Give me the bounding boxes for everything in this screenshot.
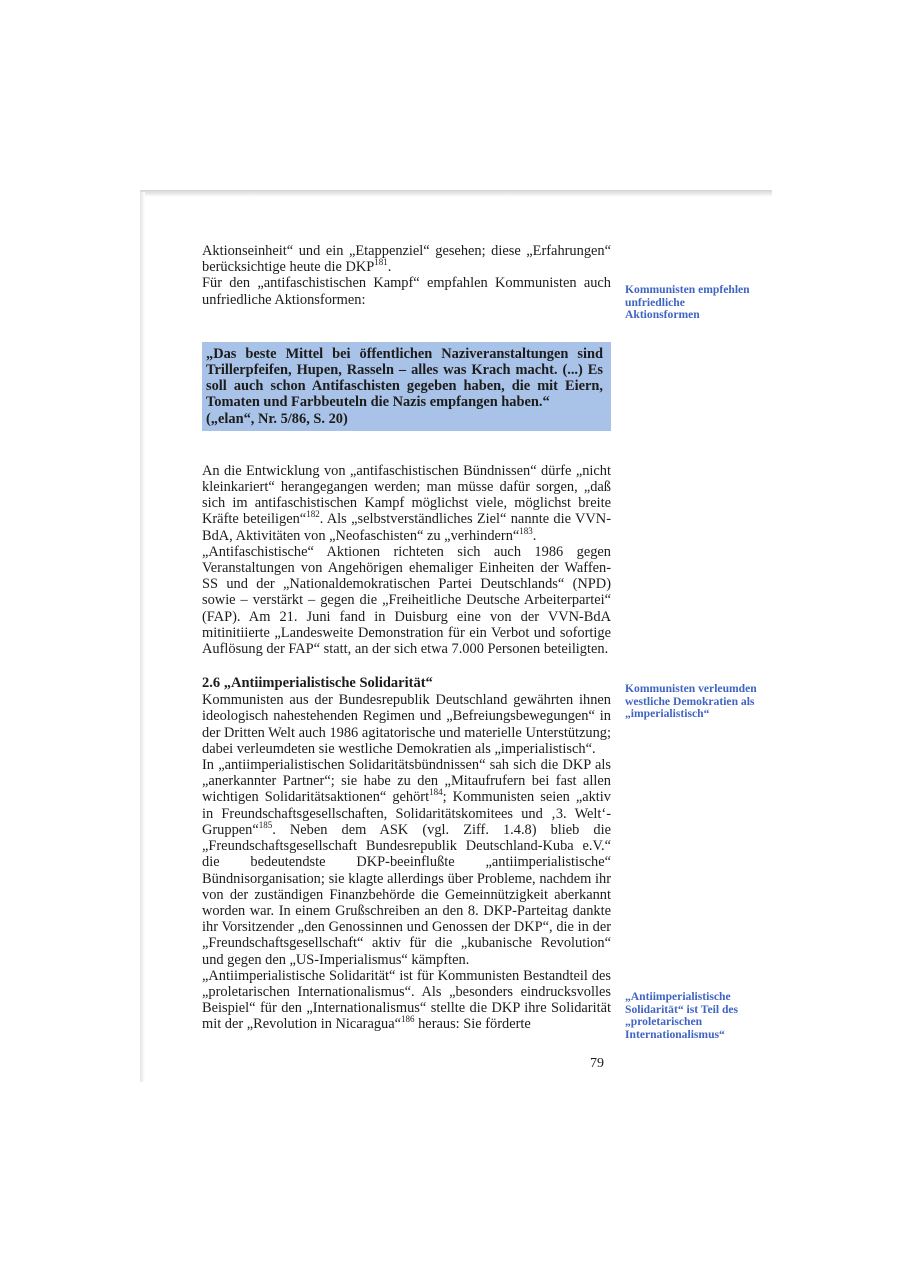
paragraph-text: „Antiimperialistische Solidarität“ ist für Kommunisten Bestandteil des „proletarischen Internationalismus“. Als „besonders eindrucksvolles Beispiel“ für den „Internationalismus“ stellte die DKP ihre Solidarität mit der „Revolution in Nicaragua“	[202, 967, 611, 1033]
page-number: 79	[590, 1056, 604, 1071]
paragraph: Kommunisten aus der Bundesrepublik Deutschland gewährten ihnen ideologisch nahestehenden Regimen und „Befreiungsbewegungen“ in der Dritten Welt auch 1986 agitatorische und materielle Unterstützung; dabei verleumdeten sie westliche Demokratien als „imperialistisch“.	[202, 692, 611, 757]
paragraph-text: In „antiimperialistischen Solidaritätsbündnissen“ sah sich die DKP als „anerkannter Partner“; sie habe zu den „Mitaufrufern bei fast allen wichtigen Solidaritätsaktionen“ gehört	[202, 757, 611, 806]
footnote-marker: 185	[258, 820, 273, 831]
scan-edge-top	[140, 190, 772, 197]
paragraph	[202, 757, 611, 968]
margin-note-imperialistisch: Kommunisten verleumden westliche Demokratien als „imperialistisch“	[625, 682, 757, 721]
footnote-marker: 184	[429, 787, 443, 798]
highlighted-quote	[202, 342, 611, 431]
paragraph: „Antifaschistische“ Aktionen richteten sich auch 1986 gegen Veranstaltungen von Angehörigen ehemaliger Einheiten der Waffen-SS und der „Nationaldemokratischen Partei Deutschlands“ (NPD) sowie – verstärkt – gegen die „Freiheitliche Deutsche Arbeiterpartei“ (FAP). Am 21. Juni fand in Duisburg eine von der VVN-BdA mitinitiierte „Landesweite Demonstration für ein Verbot und sofortige Auflösung der FAP“ statt, an der sich etwa 7.000 Personen beteiligten.	[202, 543, 611, 658]
paragraph-text: Aktionseinheit“ und ein „Etappenziel“ gesehen; diese „Erfahrungen“ berücksichtige heute die DKP	[202, 243, 611, 276]
paragraph-text: . Neben dem ASK (vgl. Ziff. 1.4.8) blieb die „Freundschaftsgesellschaft Bundesrepublik Deutschland-Kuba e.V.“ die bedeutendste DKP-beeinflußte „antiimperialistische“ Bündnisorganisation; sie klagte allerdings über Probleme, nachdem ihr von der zuständigen Finanzbehörde die Gemeinnützigkeit aberkannt worden war. In einem Grußschreiben an den 8. DKP-Parteitag dankte ihr Vorsitzender „den Genossinnen und Genossen der DKP“, die in der „Freundschaftsgesellschaft“ aktiv für die „kubanische Revolution“ und gegen den „US-Imperialismus“ kämpften.	[202, 821, 611, 968]
quote-text: „Das beste Mittel bei öffentlichen Naziveranstaltungen sind Trillerpfeifen, Hupen, Rasseln – alles was Krach macht. (...) Es soll auch schon Antifaschisten gegeben haben, die mit Eiern, Tomaten und Farbbeuteln die Nazis empfangen haben.“	[206, 345, 603, 411]
paragraph	[202, 463, 611, 544]
paragraph	[202, 968, 611, 1033]
paragraph-text: An die Entwicklung von „antifaschistischen Bündnissen“ dürfe „nicht kleinkariert“ herangegangen werden; man müsse dafür sorgen, „daß sich im antifaschistischen Kampf möglichst viele, möglichst breite Kräfte beteiligen“	[202, 462, 611, 528]
quote-source: („elan“, Nr. 5/86, S. 20)	[206, 410, 348, 427]
paragraph: Für den „antifaschistischen Kampf“ empfahlen Kommunisten auch unfriedliche Aktionsformen:	[202, 275, 611, 308]
footnote-marker: 182	[306, 509, 320, 520]
margin-note-internationalismus: „Antiimperialistische Solidarität“ ist Teil des „proletarischen Internationalismus“	[625, 990, 739, 1041]
footnote-marker: 181	[374, 257, 388, 268]
paragraph-text: ; Kommunisten seien „aktiv in Freundschaftsgesellschaften, Solidaritätskomitees und ‚3. Welt‘-Gruppen“	[202, 789, 611, 838]
paragraph-text: . Als „selbstverständliches Ziel“ nannte die VVN-BdA, Aktivitäten von „Neofaschisten“ zu „verhindern“	[202, 511, 611, 544]
main-text-column	[202, 243, 611, 1033]
margin-note-aktionsformen: Kommunisten empfehlen unfriedliche Aktionsformen	[625, 283, 750, 322]
footnote-marker: 186	[401, 1014, 415, 1025]
paragraph	[202, 243, 611, 275]
paragraph-text: .	[532, 527, 537, 544]
footnote-marker: 183	[519, 525, 533, 536]
paragraph-text: heraus: Sie förderte	[414, 1016, 531, 1033]
section-heading: 2.6 „Antiimperialistische Solidarität“	[202, 675, 433, 692]
scan-edge-left	[140, 192, 145, 1082]
paragraph-text: .	[387, 259, 392, 276]
